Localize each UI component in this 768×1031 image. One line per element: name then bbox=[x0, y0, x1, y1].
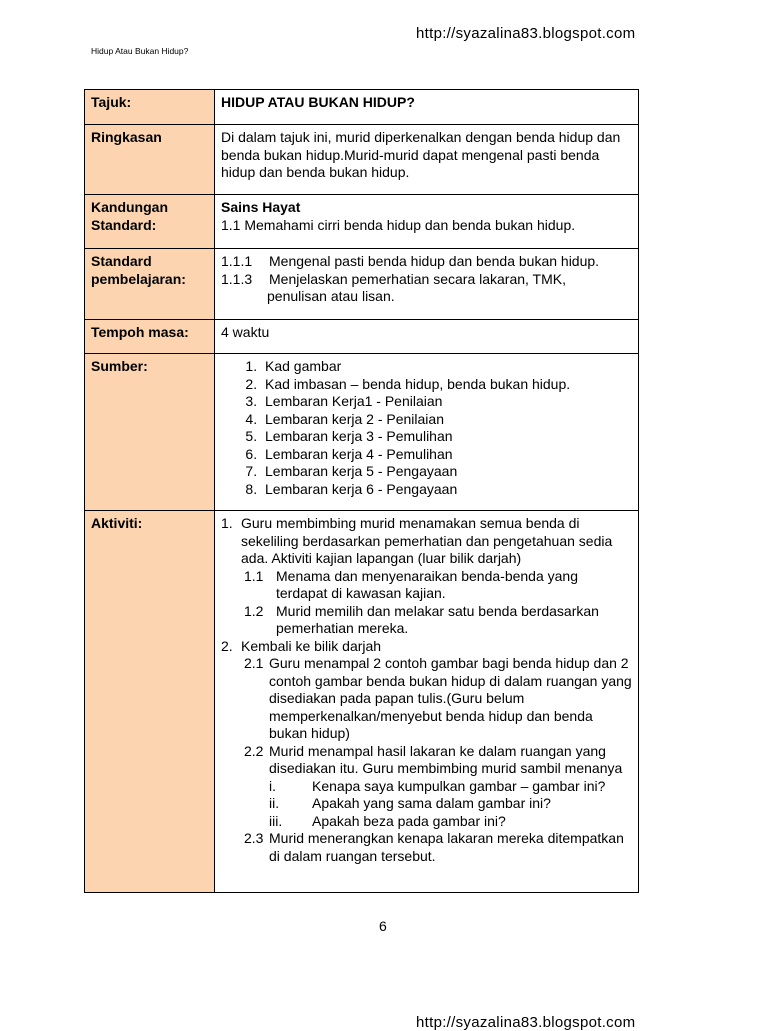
row-kandungan bbox=[85, 195, 639, 249]
activity-item bbox=[221, 638, 632, 656]
page-number: 6 bbox=[379, 918, 387, 934]
subitem-num: 1.2 bbox=[244, 602, 264, 619]
standard-text: Menjelaskan pemerhatian secara lakaran, TMK, bbox=[269, 270, 567, 287]
subitem-text: Murid menampal hasil lakaran ke dalam ruangan yang disediakan itu. Guru membimbing murid sambil menanya bbox=[269, 742, 623, 776]
activity-num: 1. bbox=[221, 515, 233, 531]
question-item bbox=[269, 778, 632, 796]
subitem-num: 2.2 bbox=[244, 742, 264, 759]
row-aktiviti bbox=[85, 511, 639, 893]
value-sumber bbox=[215, 354, 639, 511]
sumber-item: 3. Lembaran Kerja1 - Penilaian bbox=[261, 393, 632, 411]
activity-subitem bbox=[244, 568, 632, 603]
value-standard bbox=[215, 249, 639, 320]
value-tempoh: 4 waktu bbox=[215, 320, 639, 354]
question-num: i. bbox=[269, 777, 276, 794]
sumber-item: 5. Lembaran kerja 3 - Pemulihan bbox=[261, 428, 632, 446]
activity-text: Kembali ke bilik darjah bbox=[241, 637, 382, 654]
label-aktiviti: Aktiviti: bbox=[85, 511, 215, 893]
sumber-item: 4. Lembaran kerja 2 - Penilaian bbox=[261, 411, 632, 429]
activity-subitem bbox=[244, 830, 632, 865]
document-header: Hidup Atau Bukan Hidup? bbox=[91, 46, 189, 56]
activity-subitem bbox=[244, 743, 632, 778]
value-tajuk: HIDUP ATAU BUKAN HIDUP? bbox=[215, 90, 639, 125]
subitem-num: 2.3 bbox=[244, 830, 264, 846]
row-sumber bbox=[85, 354, 639, 511]
sumber-item: 7. Lembaran kerja 5 - Pengayaan bbox=[261, 463, 632, 481]
standard-num: 1.1.3 bbox=[221, 270, 253, 287]
label-sumber: Sumber: bbox=[85, 354, 215, 511]
activity-subitem bbox=[244, 603, 632, 638]
subitem-num: 2.1 bbox=[244, 655, 264, 671]
row-tajuk bbox=[85, 90, 639, 125]
value-ringkasan: Di dalam tajuk ini, murid diperkenalkan dengan benda hidup dan benda bukan hidup.Murid-murid dapat mengenal pasti benda hidup dan benda bukan hidup. bbox=[215, 125, 639, 195]
subitem-text: Menama dan menyenaraikan benda-benda yang terdapat di kawasan kajian. bbox=[276, 567, 578, 601]
activity-text: Guru membimbing murid menamakan semua benda di sekeliling berdasarkan pemerhatian dan pengetahuan sedia ada. Aktiviti kajian lapangan (luar bilik darjah) bbox=[241, 515, 613, 566]
question-text: Kenapa saya kumpulkan gambar – gambar ini? bbox=[312, 777, 606, 794]
standard-num: 1.1.1 bbox=[221, 253, 253, 269]
question-item bbox=[269, 795, 632, 813]
label-standard: Standard pembelajaran: bbox=[85, 249, 215, 320]
question-text: Apakah yang sama dalam gambar ini? bbox=[312, 795, 551, 811]
activity-subitem bbox=[244, 655, 632, 743]
blog-url-bottom[interactable]: http://syazalina83.blogspot.com bbox=[416, 1014, 636, 1031]
label-ringkasan: Ringkasan bbox=[85, 125, 215, 195]
sumber-item: 2. Kad imbasan – benda hidup, benda bukan hidup. bbox=[261, 376, 632, 394]
question-text: Apakah beza pada gambar ini? bbox=[312, 812, 506, 829]
row-ringkasan bbox=[85, 125, 639, 195]
kandungan-heading: Sains Hayat bbox=[221, 199, 301, 215]
activity-item bbox=[221, 515, 632, 568]
row-tempoh bbox=[85, 320, 639, 354]
label-kandungan: Kandungan Standard: bbox=[85, 195, 215, 249]
standard-text: Mengenal pasti benda hidup dan benda bukan hidup. bbox=[269, 253, 600, 269]
question-num: iii. bbox=[269, 812, 283, 829]
subitem-text: Guru menampal 2 contoh gambar bagi benda hidup dan 2 contoh gambar benda bukan hidup di dalam ruangan yang disediakan pada papan tulis.(Guru belum memperkenalkan/menyebut benda hidup dan benda bukan hidup) bbox=[269, 655, 632, 741]
question-item bbox=[269, 813, 632, 831]
activity-num: 2. bbox=[221, 637, 233, 654]
sumber-item: 6. Lembaran kerja 4 - Pemulihan bbox=[261, 446, 632, 464]
standard-item bbox=[221, 271, 632, 289]
standard-text-continued: penulisan atau lisan. bbox=[267, 288, 395, 304]
label-tempoh: Tempoh masa: bbox=[85, 320, 215, 354]
question-num: ii. bbox=[269, 795, 280, 811]
subitem-text: Murid menerangkan kenapa lakaran mereka ditempatkan di dalam ruangan tersebut. bbox=[269, 830, 624, 864]
blog-url-top[interactable]: http://syazalina83.blogspot.com bbox=[416, 25, 636, 42]
sumber-list bbox=[221, 358, 632, 498]
row-standard bbox=[85, 249, 639, 320]
sumber-item: 1. Kad gambar bbox=[261, 358, 632, 376]
sumber-item: 8. Lembaran kerja 6 - Pengayaan bbox=[261, 481, 632, 499]
lesson-plan-table bbox=[84, 89, 639, 893]
subitem-text: Murid memilih dan melakar satu benda berdasarkan pemerhatian mereka. bbox=[276, 602, 599, 636]
standard-item bbox=[221, 253, 632, 271]
value-kandungan bbox=[215, 195, 639, 249]
kandungan-item: 1.1 Memahami cirri benda hidup dan benda bukan hidup. bbox=[221, 216, 576, 233]
value-aktiviti bbox=[215, 511, 639, 893]
subitem-num: 1.1 bbox=[244, 567, 264, 584]
label-tajuk: Tajuk: bbox=[85, 90, 215, 125]
